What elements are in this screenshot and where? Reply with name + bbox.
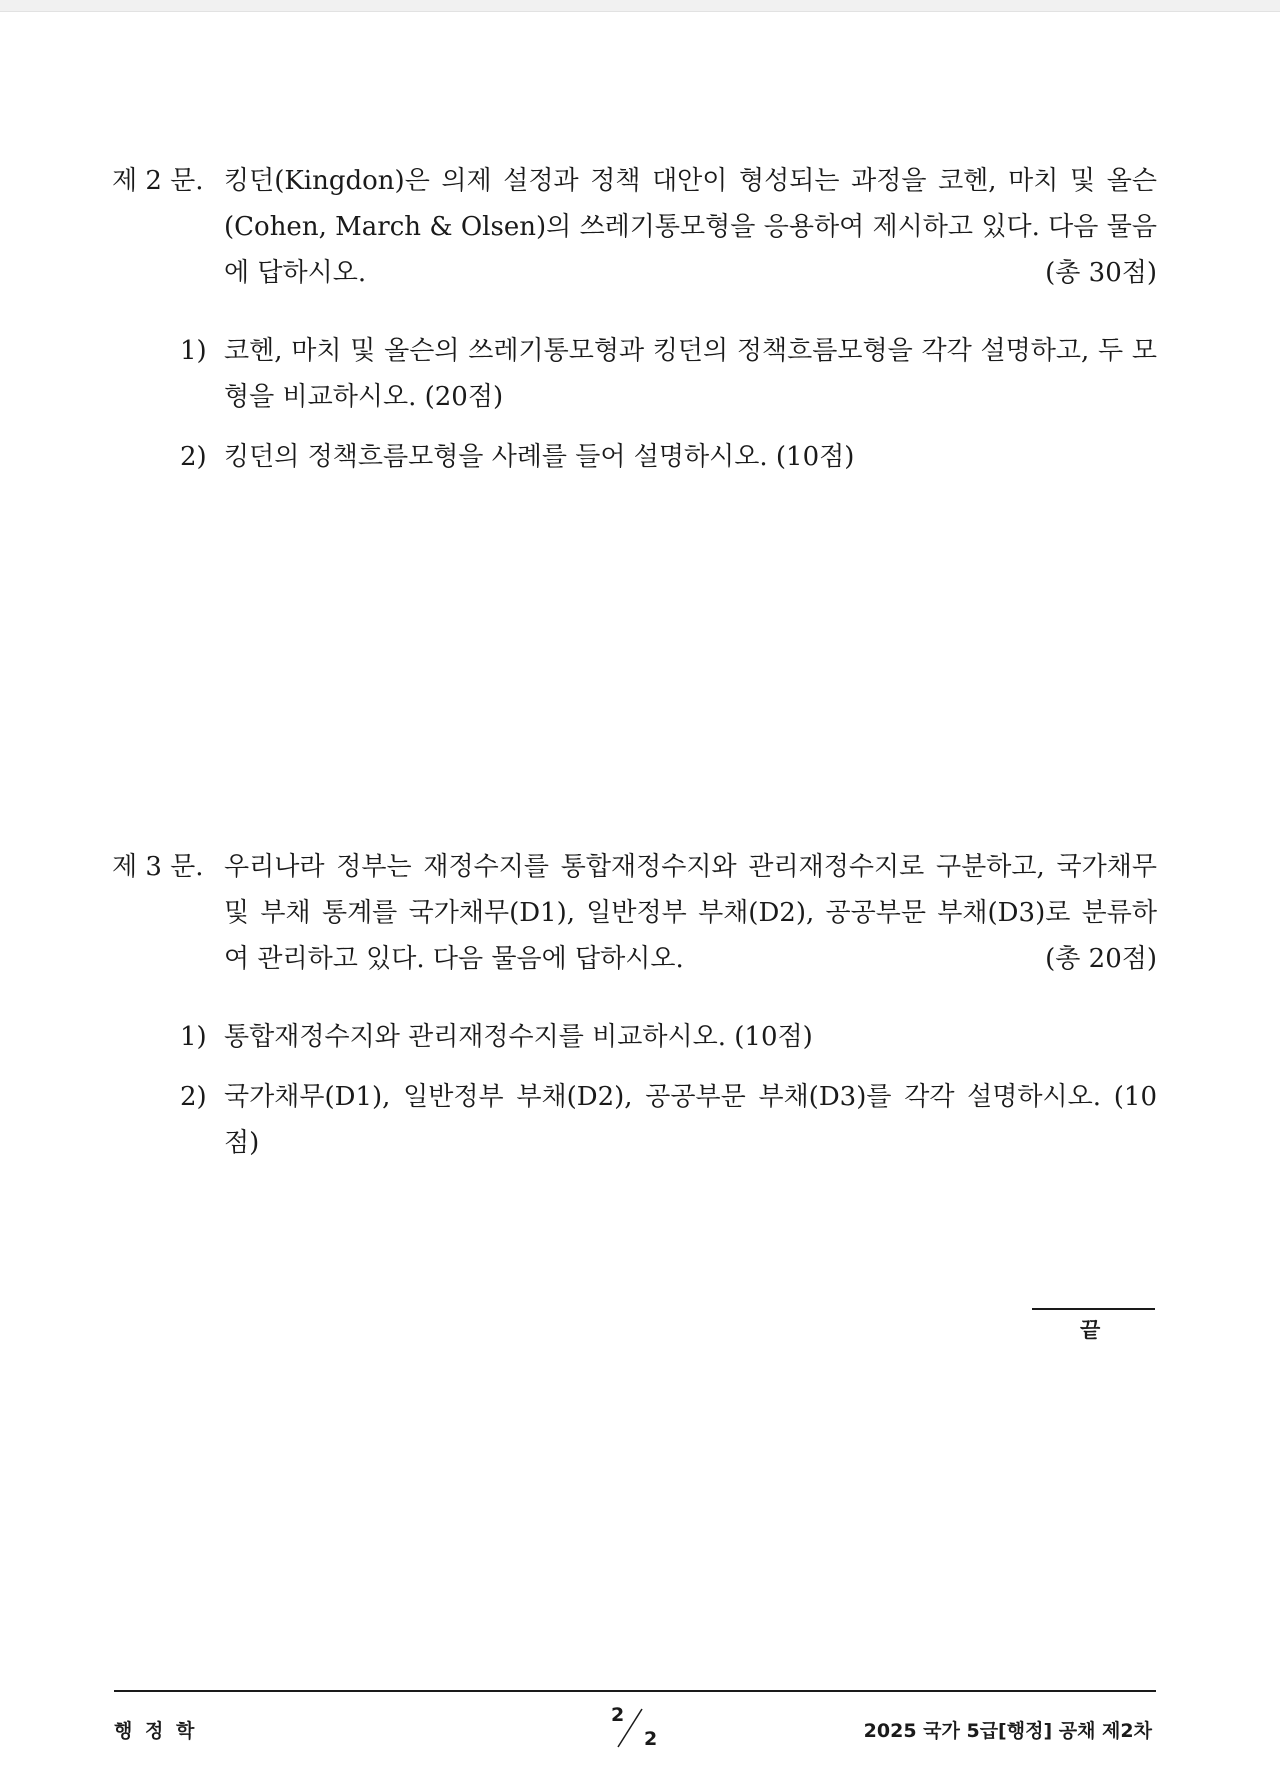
sub-text: 국가채무(D1), 일반정부 부채(D2), 공공부문 부채(D3)를 각각 설명하시오. (10점) xyxy=(224,1082,1157,1158)
question-3-body xyxy=(224,844,1157,982)
page-fraction-slash xyxy=(614,1705,648,1751)
sub-number: 1) xyxy=(180,336,207,366)
sub-number: 2) xyxy=(180,442,207,472)
question-2-points: (총 30점) xyxy=(1045,258,1157,288)
end-mark: 끝 xyxy=(1080,1318,1101,1342)
footer-page-current: 2 xyxy=(611,1704,625,1726)
sub-text: 통합재정수지와 관리재정수지를 비교하시오. (10점) xyxy=(224,1022,813,1052)
exam-page xyxy=(0,12,1280,1788)
question-2-sub-1 xyxy=(180,328,1157,420)
question-2-label: 제 2 문. xyxy=(112,166,204,196)
sub-text: 킹던의 정책흐름모형을 사례를 들어 설명하시오. (10점) xyxy=(224,442,855,472)
footer-subject: 행 정 학 xyxy=(114,1720,198,1742)
question-2-body xyxy=(224,158,1157,296)
footer-rule xyxy=(114,1690,1156,1692)
sub-text: 코헨, 마치 및 올슨의 쓰레기통모형과 킹던의 정책흐름모형을 각각 설명하고, 두 모형을 비교하시오. (20점) xyxy=(224,336,1157,412)
footer-exam-title: 2025 국가 5급[행정] 공채 제2차 xyxy=(863,1720,1152,1742)
question-2-text: 킹던(Kingdon)은 의제 설정과 정책 대안이 형성되는 과정을 코헨, 마치 및 올슨 (Cohen, March & Olsen)의 쓰레기통모형을 응용하여 제시하고 있다. 다음 물음에 답하시오. xyxy=(224,166,1157,288)
question-3-sub-1 xyxy=(180,1014,1157,1060)
question-3 xyxy=(112,844,1157,982)
footer-page-total: 2 xyxy=(644,1728,658,1750)
question-3-sub-2 xyxy=(180,1074,1157,1166)
sub-number: 1) xyxy=(180,1022,207,1052)
question-3-text: 우리나라 정부는 재정수지를 통합재정수지와 관리재정수지로 구분하고, 국가채무 및 부채 통계를 국가채무(D1), 일반정부 부채(D2), 공공부문 부채(D3)로 분류하여 관리하고 있다. 다음 물음에 답하시오. xyxy=(224,852,1157,974)
question-3-points: (총 20점) xyxy=(1045,944,1157,974)
end-rule xyxy=(1032,1308,1155,1310)
question-2 xyxy=(112,158,1157,296)
viewer-top-bar xyxy=(0,0,1280,12)
question-3-label: 제 3 문. xyxy=(112,852,204,882)
question-2-sub-2 xyxy=(180,434,1157,480)
sub-number: 2) xyxy=(180,1082,207,1112)
